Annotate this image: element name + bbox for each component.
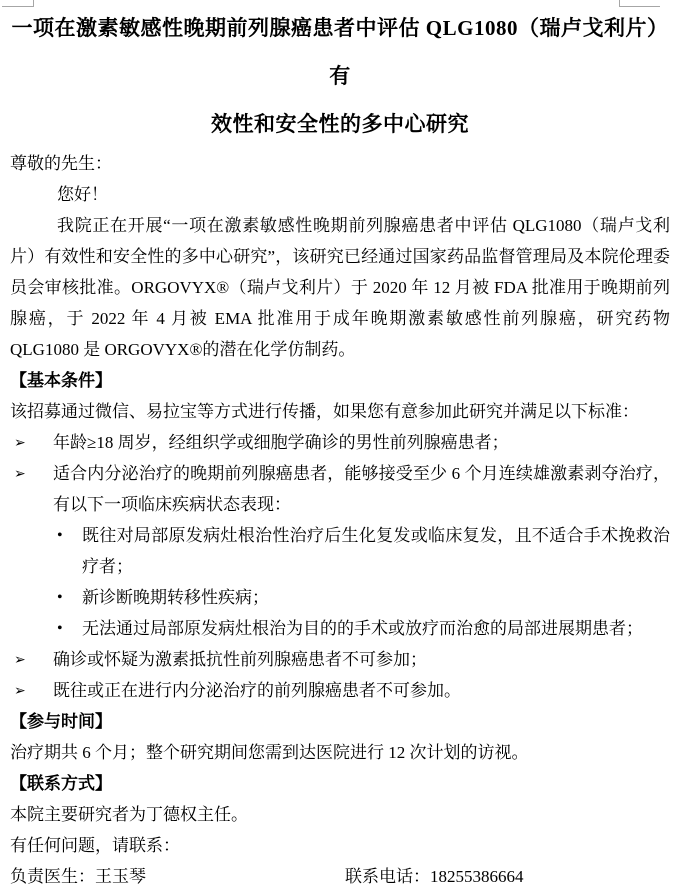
arrow-bullet-icon: ➢: [14, 683, 26, 699]
dot-bullet-icon: •: [57, 527, 63, 544]
page-margin-mark-top-left: [2, 0, 34, 7]
sub-list-item-locally-advanced: [10, 613, 670, 644]
responsible-doctor: 负责医生：王玉琴: [10, 867, 146, 886]
arrow-bullet-icon: ➢: [14, 466, 26, 482]
list-item-hormone-resistant-excluded: [10, 644, 670, 675]
participation-time-paragraph: 治疗期共 6 个月；整个研究期间您需到达医院进行 12 次计划的访视。: [10, 743, 529, 762]
list-item-text: 新诊断晚期转移性疾病；: [82, 588, 269, 607]
principal-investigator-paragraph: 本院主要研究者为丁德权主任。: [10, 805, 248, 824]
salutation: 尊敬的先生：: [10, 154, 112, 173]
sub-list-item-metastatic: [10, 582, 670, 613]
dot-bullet-icon: •: [57, 620, 63, 637]
list-item-prior-therapy-excluded: [10, 675, 670, 706]
contact-prompt-paragraph: 有任何问题，请联系：: [10, 836, 180, 855]
list-item-text: 确诊或怀疑为激素抵抗性前列腺癌患者不可参加；: [53, 650, 427, 669]
list-item-text: 无法通过局部原发病灶根治为目的的手术或放疗而治愈的局部进展期患者；: [82, 619, 643, 638]
dot-bullet-icon: •: [57, 589, 63, 606]
list-item-text: 年龄≥18 周岁，经组织学或细胞学确诊的男性前列腺癌患者；: [53, 433, 509, 452]
contact-phone: 联系电话：18255386664: [345, 867, 524, 886]
greeting: 您好！: [57, 185, 108, 204]
list-item-age: [10, 427, 670, 458]
section-header-contact: 【联系方式】: [10, 774, 112, 793]
intro-paragraph: 我院正在开展“一项在激素敏感性晚期前列腺癌患者中评估 QLG1080（瑞卢戈利片）有效性和安全性的多中心研究”，该研究已经通过国家药品监督管理局及本院伦理委员会审核批准。ORGOVYX®（瑞卢戈利片）于 2020 年 12 月被 FDA 批准用于晚期前列腺癌，于 2022 年 4 月被 EMA 批准用于成年晚期激素敏感性前列腺癌，研究药物 QLG1080 是 ORGOVYX®的潜在化学仿制药。: [10, 216, 670, 359]
title-line-1: 一项在激素敏感性晚期前列腺癌患者中评估 QLG1080（瑞卢戈利片）有: [11, 16, 669, 88]
list-item-text: 既往或正在进行内分泌治疗的前列腺癌患者不可参加。: [53, 681, 461, 700]
title-line-2: 效性和安全性的多中心研究: [211, 112, 469, 136]
list-item-endocrine-therapy: [10, 458, 670, 520]
conditions-lead-paragraph: 该招募通过微信、易拉宝等方式进行传播，如果您有意参加此研究并满足以下标准：: [10, 402, 639, 421]
arrow-bullet-icon: ➢: [14, 435, 26, 451]
list-item-text: 既往对局部原发病灶根治性治疗后生化复发或临床复发，且不适合手术挽救治疗者；: [82, 526, 670, 576]
section-header-participation-time: 【参与时间】: [10, 712, 112, 731]
arrow-bullet-icon: ➢: [14, 652, 26, 668]
contact-row: [10, 861, 670, 892]
section-header-basic-conditions: 【基本条件】: [10, 371, 112, 390]
page-margin-mark-top-right: [619, 0, 660, 7]
document-body: [10, 148, 670, 892]
document-title: [10, 0, 670, 148]
list-item-text: 适合内分泌治疗的晚期前列腺癌患者，能够接受至少 6 个月连续雄激素剥夺治疗，有以下一项临床疾病状态表现：: [53, 464, 670, 514]
sub-list-item-relapse: [10, 520, 670, 582]
